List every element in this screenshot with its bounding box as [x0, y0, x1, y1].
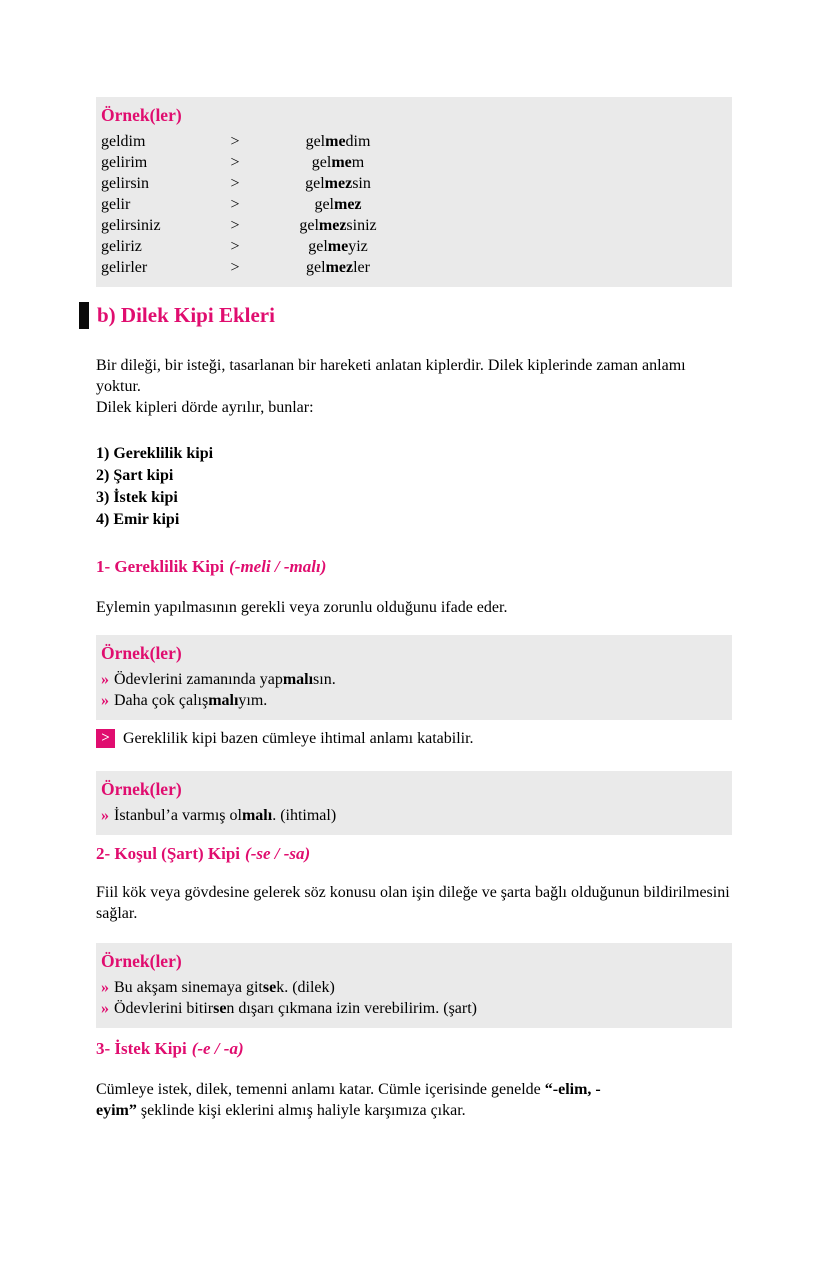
example-sentence — [101, 977, 722, 998]
verb-negative-suffix: me — [325, 133, 346, 150]
verb-negative-pre: gel — [305, 175, 325, 192]
document-content — [96, 97, 732, 1121]
conjugation-row — [101, 194, 722, 215]
verb-negative-pre: gel — [314, 196, 334, 213]
subheading-suffix: (-se / -sa) — [245, 844, 311, 863]
example-post: yım. — [238, 692, 268, 709]
examples-box-title: Örnek(ler) — [101, 105, 182, 125]
example-suffix: malı — [282, 671, 314, 688]
kip-list-item: 2) Şart kipi — [96, 467, 174, 484]
verb-positive: gelir — [101, 196, 131, 213]
verb-negative-post: siniz — [346, 217, 377, 234]
verb-negative-post: yiz — [348, 238, 368, 255]
gereklilik-description: Eylemin yapılmasının gerekli veya zorunlu olduğunu ifade eder. — [96, 599, 508, 616]
kosul-examples-box — [96, 943, 732, 1028]
examples-box-title: Örnek(ler) — [101, 643, 182, 663]
verb-negative-post: sin — [352, 175, 371, 192]
verb-negative-pre: gel — [299, 217, 319, 234]
example-text — [114, 692, 267, 709]
verb-negative — [263, 173, 413, 194]
subheading-suffix: (-meli / -malı) — [229, 557, 327, 576]
verb-negative — [263, 236, 413, 257]
arrow-glyph: > — [230, 259, 240, 276]
istek-desc-bold: eyim” — [96, 1102, 137, 1119]
section-heading — [79, 301, 732, 329]
subheading-text: 2- Koşul (Şart) Kipi — [96, 844, 241, 863]
istek-desc-pre: Cümleye istek, dilek, temenni anlamı katar. Cümle içerisinde genelde — [96, 1081, 545, 1098]
verb-negative — [263, 152, 413, 173]
arrow-glyph: > — [230, 196, 240, 213]
verb-positive: gelirsin — [101, 175, 149, 192]
verb-negative — [263, 194, 413, 215]
example-suffix: se — [213, 1000, 227, 1017]
verb-positive: geliriz — [101, 238, 142, 255]
verb-negative-suffix: mez — [325, 259, 354, 276]
verb-negative-pre: gel — [308, 238, 328, 255]
arrow-glyph: > — [230, 154, 240, 171]
verb-negative-suffix: me — [331, 154, 352, 171]
gereklilik-ihtimal-examples-box — [96, 771, 732, 835]
verb-positive: gelirler — [101, 259, 148, 276]
verb-negative-suffix: mez — [334, 196, 362, 213]
conjugation-table — [101, 131, 722, 278]
example-suffix: se — [262, 979, 277, 996]
heading-bar — [79, 302, 89, 329]
arrow-glyph: > — [230, 175, 240, 192]
arrow-glyph: > — [230, 217, 240, 234]
intro-paragraph: Bir dileği, bir isteği, tasarlanan bir hareketi anlatan kiplerdir. Dilek kiplerinde zaman anlamı yoktur. — [96, 357, 686, 395]
example-text — [114, 807, 336, 824]
example-text — [114, 1000, 477, 1017]
note-text: Gereklilik kipi bazen cümleye ihtimal anlamı katabilir. — [123, 730, 474, 747]
kip-list — [96, 443, 732, 531]
example-post: . (ihtimal) — [272, 807, 337, 824]
verb-negative-pre: gel — [311, 154, 332, 171]
verb-negative-pre: gel — [305, 133, 326, 150]
example-pre: Ödevlerini zamanında yap — [114, 671, 283, 688]
example-post: n dışarı çıkmana izin verebilirim. (şart) — [226, 1000, 477, 1017]
example-pre: Bu akşam sinemaya git — [114, 979, 263, 996]
example-text — [114, 671, 336, 688]
kosul-description: Fiil kök veya gövdesine gelerek söz konusu olan işin dileğe ve şarta bağlı olduğunun bildirilmesini sağlar. — [96, 884, 730, 922]
arrow-glyph: > — [230, 133, 240, 150]
subheading-kosul — [96, 843, 732, 864]
istek-desc-bold: “-elim, - — [544, 1081, 601, 1098]
verb-positive: gelirim — [101, 154, 148, 171]
verb-negative-post: ler — [353, 259, 370, 276]
example-pre: İstanbul’a varmış ol — [114, 807, 242, 824]
subheading-text: 3- İstek Kipi — [96, 1039, 187, 1058]
arrow-glyph: > — [230, 238, 240, 255]
bullet-icon: » — [101, 671, 109, 688]
bullet-icon: » — [101, 979, 109, 996]
verb-positive: geldim — [101, 133, 146, 150]
verb-negative-post: dim — [345, 133, 371, 150]
conjugation-examples-box — [96, 97, 732, 287]
example-post: k. (dilek) — [276, 979, 335, 996]
example-text — [114, 979, 335, 996]
note-callout — [96, 728, 732, 749]
kip-list-item: 3) İstek kipi — [96, 489, 178, 506]
conjugation-row — [101, 236, 722, 257]
conjugation-row — [101, 131, 722, 152]
example-sentence — [101, 805, 722, 826]
bullet-icon: » — [101, 1000, 109, 1017]
verb-negative — [263, 257, 413, 278]
istek-description — [96, 1079, 732, 1121]
conjugation-row — [101, 257, 722, 278]
examples-box-title: Örnek(ler) — [101, 951, 182, 971]
conjugation-row — [101, 173, 722, 194]
verb-negative — [263, 131, 413, 152]
subheading-text: 1- Gereklilik Kipi — [96, 557, 225, 576]
verb-positive: gelirsiniz — [101, 217, 161, 234]
example-sentence — [101, 998, 722, 1019]
conjugation-row — [101, 215, 722, 236]
conjugation-row — [101, 152, 722, 173]
verb-negative-pre: gel — [306, 259, 326, 276]
kip-list-item: 1) Gereklilik kipi — [96, 445, 214, 462]
example-pre: Ödevlerini bitir — [114, 1000, 214, 1017]
istek-desc-post: şeklinde kişi eklerini almış haliyle karşımıza çıkar. — [136, 1102, 466, 1119]
intro-paragraph-2: Dilek kipleri dörde ayrılır, bunlar: — [96, 399, 314, 416]
example-suffix: malı — [208, 692, 239, 709]
gereklilik-examples-box — [96, 635, 732, 720]
subheading-suffix: (-e / -a) — [191, 1039, 244, 1058]
example-post: sın. — [313, 671, 336, 688]
note-marker-icon: > — [96, 729, 115, 748]
example-pre: Daha çok çalış — [114, 692, 209, 709]
subheading-istek — [96, 1038, 732, 1059]
verb-negative-suffix: mez — [318, 217, 347, 234]
verb-negative-post: m — [351, 154, 365, 171]
verb-negative-suffix: mez — [324, 175, 353, 192]
bullet-icon: » — [101, 692, 109, 709]
kip-list-item: 4) Emir kipi — [96, 511, 180, 528]
subheading-gereklilik — [96, 556, 732, 577]
verb-negative-suffix: me — [327, 238, 349, 255]
example-suffix: malı — [241, 807, 273, 824]
verb-negative — [263, 215, 413, 236]
section-heading-text: b) Dilek Kipi Ekleri — [97, 303, 275, 327]
bullet-icon: » — [101, 807, 109, 824]
example-sentence — [101, 690, 722, 711]
examples-box-title: Örnek(ler) — [101, 779, 182, 799]
example-sentence — [101, 669, 722, 690]
